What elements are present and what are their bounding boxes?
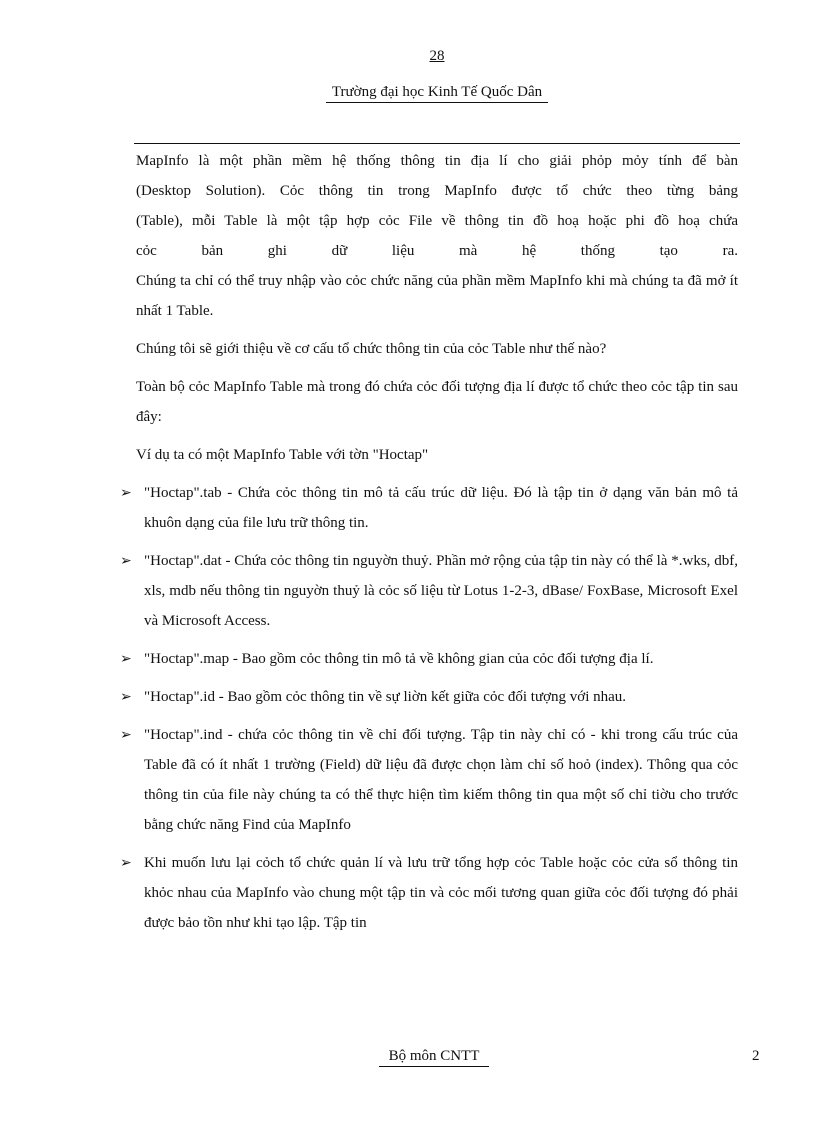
arrow-bullet-icon: ➢	[120, 689, 132, 705]
arrow-bullet-icon: ➢	[120, 855, 132, 871]
bullet-text: "Hoctap".id - Bao gồm cỏc thông tin về sự liờn kết giữa cỏc đối tượng với nhau.	[144, 689, 627, 705]
bullet-text: "Hoctap".tab - Chứa cỏc thông tin mô tả cấu trúc dữ liệu. Đó là tập tin ở dạng văn bản mô tả khuôn dạng của file lưu trữ thông tin.	[144, 485, 738, 531]
document-body	[120, 146, 738, 946]
bullet-text: "Hoctap".ind - chứa cỏc thông tin về chỉ đối tượng. Tập tin này chỉ có - khi trong cấu trúc của Table đã có ít nhất 1 trường (Field) dữ liệu đã được chọn làm chỉ số hoỏ (index). Thông qua cỏc thông tin của file này chúng ta có thể thực hiện tìm kiếm thông tin qua một số chỉ tiờu cho trước bằng chức năng Find của MapInfo	[144, 727, 738, 833]
intro-line-2: (Desktop Solution). Cỏc thông tin trong MapInfo được tổ chức theo từng bảng	[136, 183, 738, 199]
arrow-bullet-icon: ➢	[120, 651, 132, 667]
all-tables-paragraph: Toàn bộ cỏc MapInfo Table mà trong đó chứa cỏc đối tượng địa lí được tổ chức theo cỏc tập tin sau đây:	[136, 379, 738, 425]
header-school-title	[0, 84, 816, 101]
bullet-ind-file	[114, 720, 738, 840]
school-name: Trường đại học Kinh Tế Quốc Dân	[326, 84, 548, 103]
bullet-map-file	[114, 644, 738, 674]
intro-line-3: (Table), mỗi Table là một tập hợp cỏc File về thông tin đồ hoạ hoặc phi đồ hoạ chứa	[136, 213, 738, 229]
footer-page-number: 2	[752, 1048, 760, 1064]
department-name: Bộ môn CNTT	[379, 1048, 490, 1067]
bullet-text: "Hoctap".dat - Chứa cỏc thông tin nguyờn thuỷ. Phần mở rộng của tập tin này có thể là *.wks, dbf, xls, mdb nếu thông tin nguyờn thuỷ là cỏc số liệu từ Lotus 1-2-3, dBase/ FoxBase, Microsoft Exel và Microsoft Access.	[144, 553, 738, 629]
access-paragraph: Chúng ta chỉ có thể truy nhập vào cỏc chức năng của phần mềm MapInfo khi mà chúng ta đã mở ít nhất 1 Table.	[136, 273, 738, 319]
structure-paragraph: Chúng tôi sẽ giới thiệu về cơ cấu tổ chức thông tin của cỏc Table như thế nào?	[136, 341, 607, 357]
footer-department	[0, 1048, 816, 1065]
bullet-text: "Hoctap".map - Bao gồm cỏc thông tin mô tả về không gian của cỏc đối tượng địa lí.	[144, 651, 654, 667]
arrow-bullet-icon: ➢	[120, 485, 132, 501]
bullet-id-file	[114, 682, 738, 712]
arrow-bullet-icon: ➢	[120, 727, 132, 743]
bullet-workspace	[114, 848, 738, 938]
bullet-text: Khi muốn lưu lại cỏch tổ chức quản lí và lưu trữ tổng hợp cỏc Table hoặc cỏc cửa sổ thông tin khỏc nhau của MapInfo vào chung một tập tin và cỏc mối tương quan giữa cỏc đối tượng đó phải được bảo tồn như khi tạo lập. Tập tin	[144, 855, 738, 931]
intro-paragraph	[136, 146, 738, 266]
intro-line-4: cỏc bản ghi dữ liệu mà hệ thống tạo ra.	[136, 243, 738, 259]
bullet-tab-file	[114, 478, 738, 538]
bullet-dat-file	[114, 546, 738, 636]
header-page-number: 28	[429, 48, 445, 64]
example-paragraph: Ví dụ ta có một MapInfo Table với tờn "Hoctap"	[136, 447, 429, 463]
intro-line-1: MapInfo là một phần mềm hệ thống thông tin địa lí cho giải phỏp mỏy tính để bàn	[136, 153, 738, 169]
arrow-bullet-icon: ➢	[120, 553, 132, 569]
header-divider	[134, 143, 740, 144]
